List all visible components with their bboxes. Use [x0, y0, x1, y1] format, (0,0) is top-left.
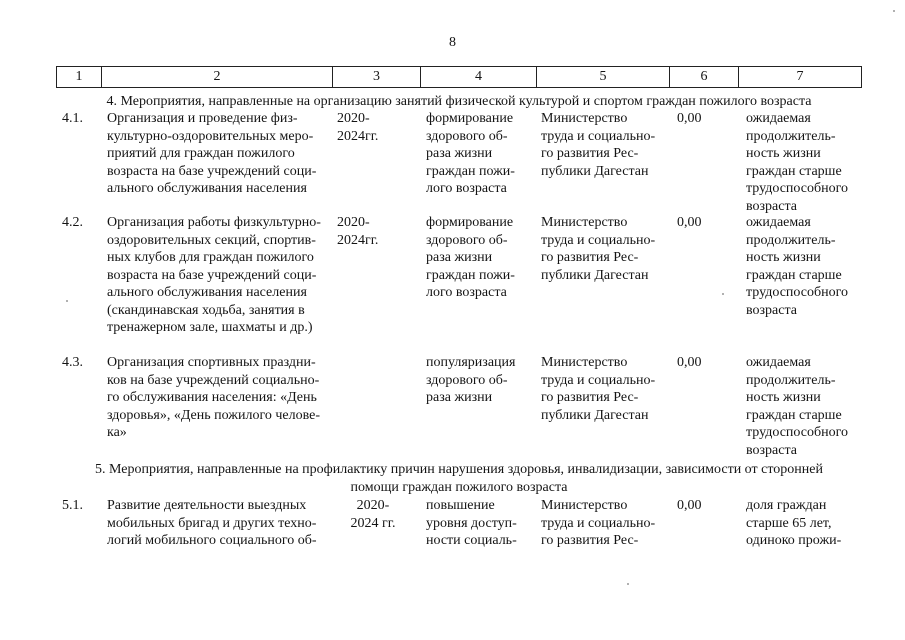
measure-name: Организация спортивных праздни- ков на базе учреждений социально- го обслуживания населения: «День здоровья», «День пожилого челове- ка» [107, 355, 320, 440]
measure-name: Развитие деятельности выездных мобильных бригад и других техно- логий мобильного социального об- [107, 498, 317, 548]
funding-amount: 0,00 [677, 498, 702, 513]
funding-amount: 0,00 [677, 355, 702, 370]
executor: Министерство труда и социально- го развития Рес- публики Дагестан [541, 111, 656, 179]
expected-result: популяризация здорового об- раза жизни [426, 355, 516, 405]
column-number-header [56, 66, 862, 88]
scan-speck [627, 583, 629, 585]
expected-result: формирование здорового об- раза жизни граждан пожи- лого возраста [426, 111, 515, 196]
funding-amount: 0,00 [677, 111, 702, 126]
header-col-4: 4 [421, 67, 537, 87]
section-5-title: 5. Мероприятия, направленные на профилактику причин нарушения здоровья, инвалидизации, зависимости от сторонней помощи граждан пожилого возраста [95, 462, 823, 495]
scan-speck [66, 300, 68, 302]
header-col-6: 6 [670, 67, 739, 87]
header-col-5: 5 [537, 67, 670, 87]
row-number: 4.3. [62, 355, 83, 370]
row-number: 4.1. [62, 111, 83, 126]
row-number: 4.2. [62, 215, 83, 230]
executor: Министерство труда и социально- го развития Рес- публики Дагестан [541, 215, 656, 283]
measure-name: Организация и проведение физ- культурно-оздоровительных меро- приятий для граждан пожилого возраста на базе учреждений соци- ального обслуживания населения [107, 111, 317, 196]
funding-amount: 0,00 [677, 215, 702, 230]
indicator: ожидаемая продолжитель- ность жизни граждан старше трудоспособного возраста [746, 111, 848, 214]
period: 2020- 2024 гг. [350, 498, 396, 531]
executor: Министерство труда и социально- го развития Рес- публики Дагестан [541, 355, 656, 423]
period: 2020- 2024гг. [337, 111, 379, 144]
scan-speck [893, 10, 895, 12]
scan-speck [722, 293, 724, 295]
expected-result: повышение уровня доступ- ности социаль- [426, 498, 517, 548]
header-col-3: 3 [333, 67, 421, 87]
indicator: доля граждан старше 65 лет, одиноко прожи- [746, 498, 842, 548]
header-col-1: 1 [57, 67, 102, 87]
header-col-2: 2 [102, 67, 333, 87]
page-number: 8 [449, 35, 456, 50]
expected-result: формирование здорового об- раза жизни граждан пожи- лого возраста [426, 215, 515, 300]
row-number: 5.1. [62, 498, 83, 513]
period: 2020- 2024гг. [337, 215, 379, 248]
header-col-7: 7 [796, 69, 804, 84]
executor: Министерство труда и социально- го развития Рес- [541, 498, 656, 548]
section-4-title: 4. Мероприятия, направленные на организацию занятий физической культурой и спортом граждан пожилого возраста [106, 94, 812, 109]
indicator: ожидаемая продолжитель- ность жизни граждан старше трудоспособного возраста [746, 215, 848, 318]
indicator: ожидаемая продолжитель- ность жизни граждан старше трудоспособного возраста [746, 355, 848, 458]
measure-name: Организация работы физкультурно- оздоровительных секций, спортив- ных клубов для граждан пожилого возраста на базе учреждений соци- ального обслуживания населения (скандинавская ходьба, занятия в тренажерном зале, шахматы и др.) [107, 215, 321, 335]
